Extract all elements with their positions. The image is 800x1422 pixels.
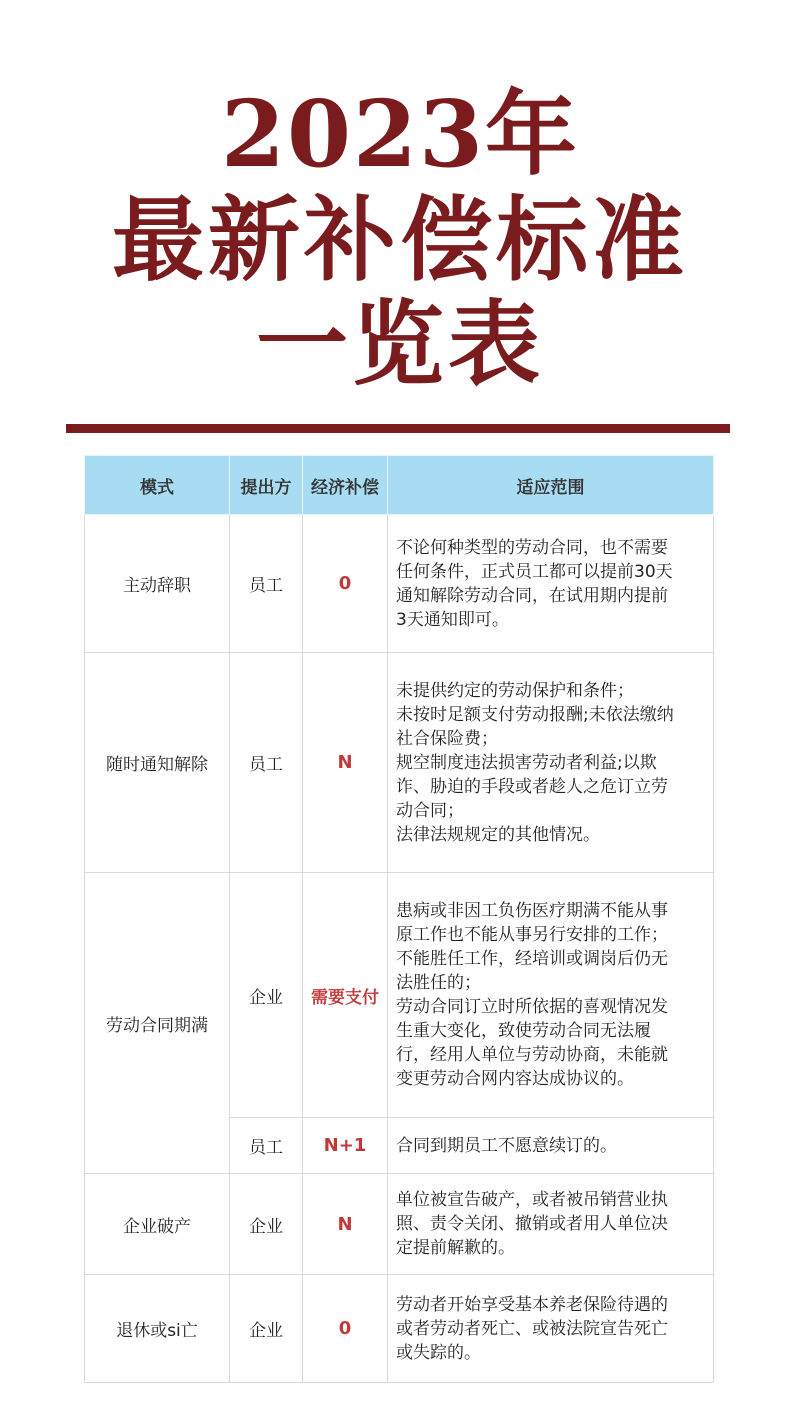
table-header-row	[85, 456, 714, 515]
cell-scope: 未提供约定的劳动保护和条件； 未按时足额支付劳动报酬;未依法缴纳 社合保险费； 规空制度违法损害劳动者利益;以欺 诈、胁迫的手段或者趁人之危订立劳 动合同； 法律法规规定的其他情况。	[388, 653, 714, 873]
cell-compensation: N	[303, 653, 388, 873]
cell-mode: 随时通知解除	[85, 653, 230, 873]
cell-mode: 劳动合同期满	[85, 873, 230, 1174]
cell-scope: 患病或非因工负伤医疗期满不能从事 原工作也不能从事另行安排的工作； 不能胜任工作，经培训或调岗后仍无 法胜任的； 劳动合同订立时所依据的喜观情况发 生重大变化，致使劳动合同无法履 行，经用人单位与劳动协商，未能就 变更劳动合网内容达成协议的。	[388, 873, 714, 1118]
cell-compensation: 0	[303, 515, 388, 653]
cell-party: 企业	[230, 873, 303, 1118]
table-row	[85, 515, 714, 653]
cell-compensation: N	[303, 1174, 388, 1275]
header-party: 提出方	[230, 456, 303, 515]
cell-scope: 合同到期员工不愿意续订的。	[388, 1118, 714, 1174]
title-divider	[66, 424, 730, 433]
table-row	[85, 1174, 714, 1275]
cell-party: 员工	[230, 653, 303, 873]
cell-scope: 劳动者开始享受基本养老保险待遇的 或者劳动者死亡、或被法院宣告死亡 或失踪的。	[388, 1275, 714, 1383]
cell-party: 员工	[230, 1118, 303, 1174]
cell-compensation: N+1	[303, 1118, 388, 1174]
cell-mode: 企业破产	[85, 1174, 230, 1275]
table-row	[85, 1275, 714, 1383]
table-row	[85, 653, 714, 873]
cell-mode: 退休或si亡	[85, 1275, 230, 1383]
title-main: 最新补偿标准	[111, 186, 688, 294]
header-scope: 适应范围	[388, 456, 714, 515]
cell-compensation: 0	[303, 1275, 388, 1383]
cell-scope: 单位被宣告破产，或者被吊销营业执 照、责令关闭、撤销或者用人单位决 定提前解歉的。	[388, 1174, 714, 1275]
cell-scope: 不论何种类型的劳动合同，也不需要 任何条件，正式员工都可以提前30天 通知解除劳动合同，在试用期内提前 3天通知即可。	[388, 515, 714, 653]
title-year: 2023年	[220, 80, 580, 188]
cell-compensation: 需要支付	[303, 873, 388, 1118]
header-compensation: 经济补偿	[303, 456, 388, 515]
table-row	[85, 873, 714, 1118]
cell-party: 企业	[230, 1275, 303, 1383]
cell-party: 企业	[230, 1174, 303, 1275]
compensation-table	[84, 455, 714, 1383]
title-sub: 一览表	[255, 290, 544, 398]
cell-mode: 主动辞职	[85, 515, 230, 653]
cell-party: 员工	[230, 515, 303, 653]
header-mode: 模式	[85, 456, 230, 515]
